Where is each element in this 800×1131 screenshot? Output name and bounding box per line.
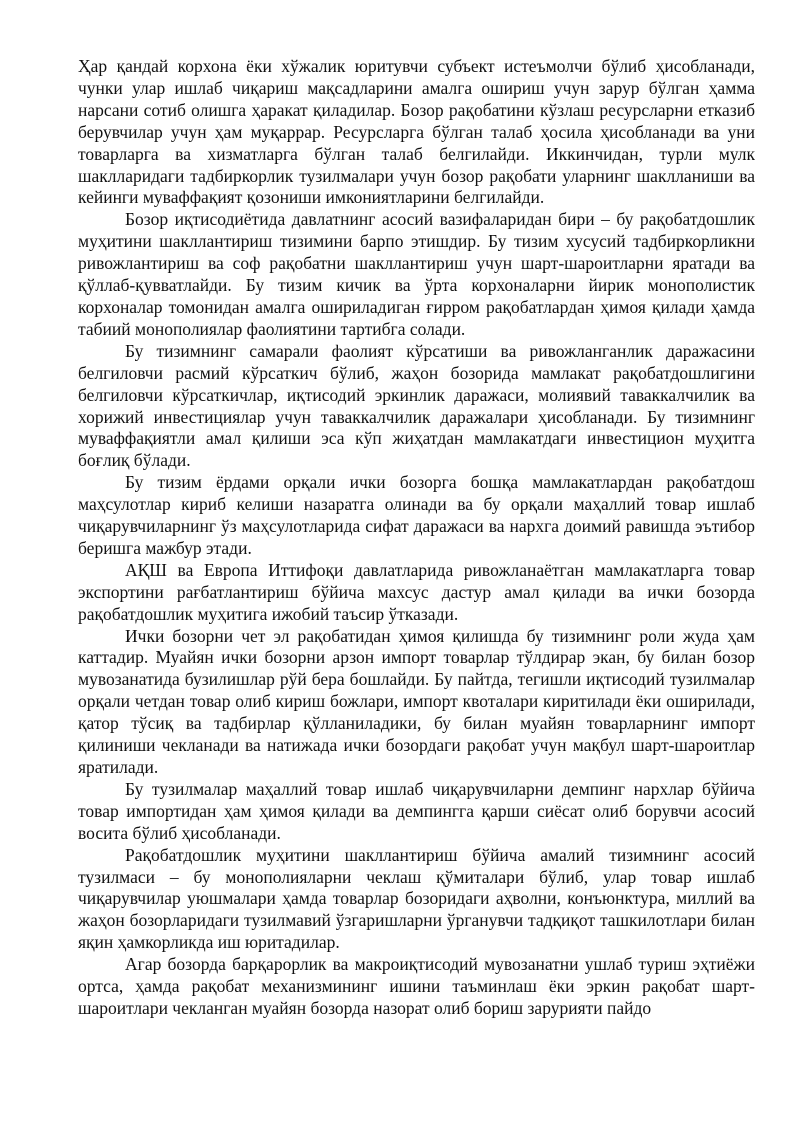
paragraph-5: АҚШ ва Европа Иттифоқи давлатларида ривожланаётган мамлакатларга товар экспортини рағбатлантириш бўйича махсус дастур амал қилади ва ички бозорда рақобатдошлик муҳитига ижобий таъсир ўтказади. xyxy=(78,559,755,624)
paragraph-4: Бу тизим ёрдами орқали ички бозорга бошқа мамлакатлардан рақобатдош маҳсулотлар кириб келиши назаратга олинади ва бу орқали маҳаллий товар ишлаб чиқарувчиларнинг ўз маҳсулотларида сифат даражаси ва нархга доимий равишда эътибор беришга мажбур этади. xyxy=(78,472,755,558)
paragraph-6: Ички бозорни чет эл рақобатидан ҳимоя қилишда бу тизимнинг роли жуда ҳам каттадир. Муайян ички бозорни арзон импорт товарлар тўлдирар экан, бу билан бозор мувозанатида бузилишлар рўй бера бошлайди. Бу пайтда, тегишли иқтисодий тузилмалар орқали четдан товар олиб кириш божлари, импорт квоталари киритилади ёки оширилади, қатор тўсиқ ва тадбирлар қўлланиладики, бу билан муайян товарларнинг импорт қилиниши чекланади ва натижада ички бозордаги рақобат учун мақбул шарт-шароитлар яратилади. xyxy=(78,625,755,777)
paragraph-9: Агар бозорда барқарорлик ва макроиқтисодий мувозанатни ушлаб туриш эҳтиёжи ортса, ҳамда рақобат механизмининг ишини таъминлаш ёки эркин рақобат шарт-шароитлари чекланган муайян бозорда назорат олиб бориш зарурияти пайдо xyxy=(78,954,755,1018)
document-body xyxy=(78,56,755,1020)
paragraph-8: Рақобатдошлик муҳитини шакллантириш бўйича амалий тизимнинг асосий тузилмаси – бу монополияларни чеклаш қўмиталари бўлиб, улар товар ишлаб чиқарувчилар уюшмалари ҳамда товарлар бозоридаги аҳволни, конъюнктура, миллий ва жаҳон бозорларидаги тузилмавий ўзгаришларни ўрганувчи тадқиқот ташкилотлари билан яқин ҳамкорликда иш юритадилар. xyxy=(78,844,755,953)
paragraph-1: Ҳар қандай корхона ёки хўжалик юритувчи субъект истеъмолчи бўлиб ҳисобланади, чунки улар ишлаб чиқариш мақсадларини амалга ошириш учун зарур бўлган ҳамма нарсани сотиб олишга ҳаракат қиладилар. Бозор рақобатини кўзлаш ресурсларни етказиб берувчилар учун ҳам муқаррар. Ресурсларга бўлган талаб ҳосила ҳисобланади ва уни товарларга ва хизматларга бўлган талаб белгилайди. Иккинчидан, турли мулк шаклларидаги тадбиркорлик тузилмалари учун бозор рақобати уларнинг шаклланиши ва кейинги муваффақият қозониши имкониятларини белгилайди. xyxy=(78,56,755,208)
paragraph-7: Бу тузилмалар маҳаллий товар ишлаб чиқарувчиларни демпинг нархлар бўйича товар импортидан ҳам ҳимоя қилади ва демпингга қарши сиёсат олиб борувчи асосий восита бўлиб ҳисобланади. xyxy=(78,778,755,843)
paragraph-2: Бозор иқтисодиётида давлатнинг асосий вазифаларидан бири – бу рақобатдошлик муҳитини шакллантириш тизимини барпо этишдир. Бу тизим хусусий тадбиркорликни ривожлантириш ва соф рақобатни шакллантириш учун шарт-шароитларни яратади ва қўллаб-қувватлайди. Бу тизим кичик ва ўрта корхоналарни йирик монополистик корхоналар томонидан амалга ошириладиган ғирром рақобатлардан ҳимоя қилади ҳамда табиий монополиялар фаолиятини тартибга солади. xyxy=(78,209,755,339)
paragraph-3: Бу тизимнинг самарали фаолият кўрсатиши ва ривожланганлик даражасини белгиловчи расмий кўрсаткич бўлиб, жаҳон бозорида мамлакат рақобатдошлигини белгиловчи кўрсаткичлар, иқтисодий эркинлик даражаси, молиявий таваккалчилик ва хорижий инвестициялар учун таваккалчилик даражалари ҳисобланади. Бу тизимнинг муваффақиятли амал қилиши эса кўп жиҳатдан мамлакатдаги инвестицион муҳитга боғлиқ бўлади. xyxy=(78,340,755,471)
